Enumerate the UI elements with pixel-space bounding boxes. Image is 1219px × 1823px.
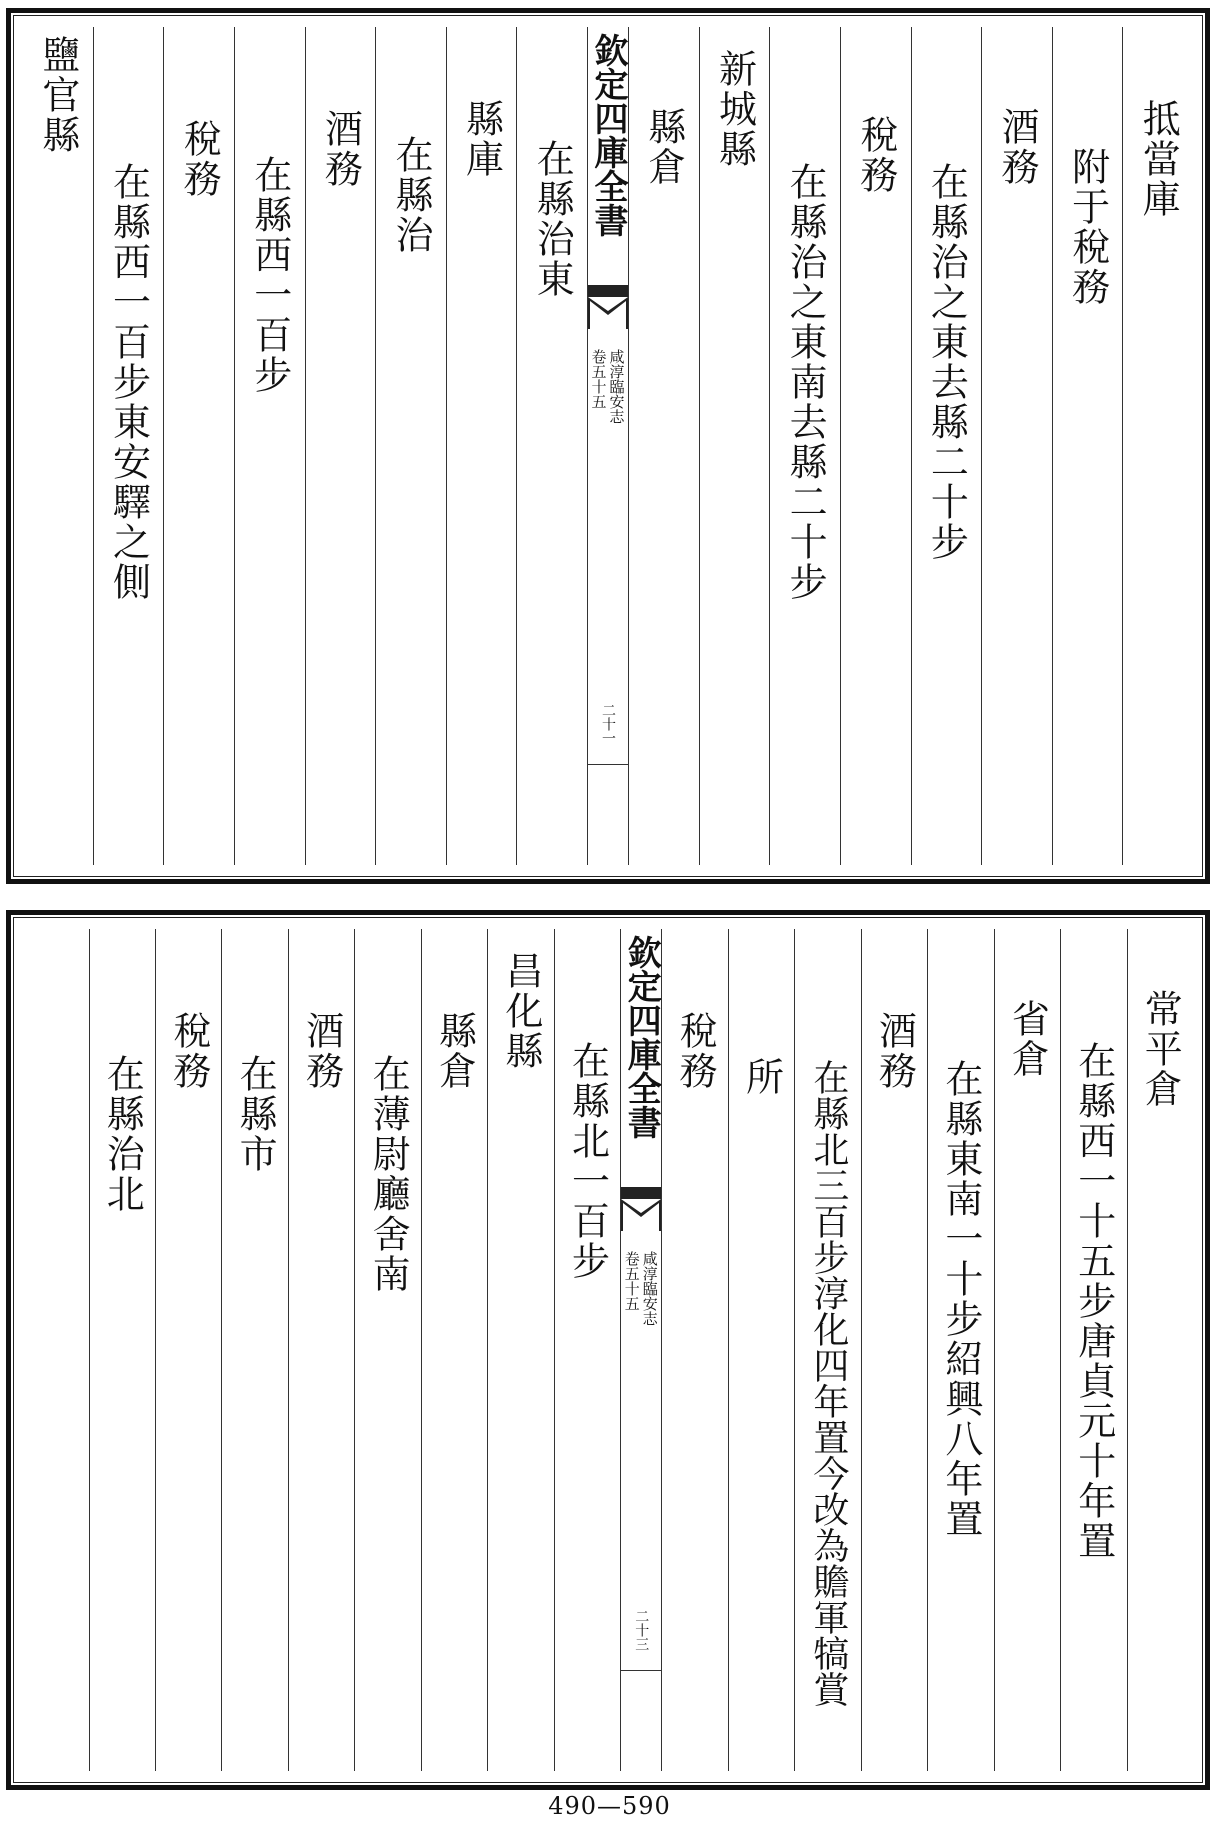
- text-column: [421, 929, 487, 1771]
- text-column: [446, 27, 517, 865]
- column-text: 常平倉: [1138, 989, 1183, 1109]
- page-number: 二十一: [600, 703, 616, 745]
- text-column: [234, 27, 305, 865]
- center-band: [587, 27, 628, 865]
- series-title: 欽定四庫全書: [588, 33, 628, 237]
- column-text: 酒務: [994, 107, 1039, 187]
- column-text: 稅務: [672, 1011, 717, 1091]
- text-column: [375, 27, 446, 865]
- page-number: 二十三: [633, 1609, 650, 1651]
- fish-tail-ornament: [621, 1187, 661, 1231]
- page-top: [6, 8, 1210, 884]
- text-column: [1122, 27, 1193, 865]
- text-column: [728, 929, 794, 1771]
- text-column: [794, 929, 860, 1771]
- column-text: 昌化縣: [499, 951, 544, 1071]
- text-column: [927, 929, 993, 1771]
- text-column: [628, 27, 699, 865]
- text-column: [861, 929, 927, 1771]
- column-text: 附于稅務: [1065, 147, 1110, 307]
- column-text: 鹽官縣: [35, 35, 80, 155]
- text-column: [661, 929, 727, 1771]
- text-column: [1127, 929, 1193, 1771]
- column-text: 所: [739, 1057, 784, 1097]
- text-column: [23, 929, 88, 1771]
- text-column: [994, 929, 1060, 1771]
- page-bottom: [6, 910, 1210, 1790]
- text-column: [699, 27, 770, 865]
- bottom-columns: [23, 929, 1193, 1771]
- top-columns: [23, 27, 1193, 865]
- band-rule: [621, 1670, 661, 1671]
- column-text: 省倉: [1005, 999, 1050, 1079]
- text-column: [354, 929, 420, 1771]
- column-text: 抵當庫: [1136, 99, 1181, 219]
- column-text: 在縣西一百步東安驛之側: [106, 162, 151, 602]
- text-column: [554, 929, 620, 1771]
- series-title: 欽定四庫全書: [621, 935, 662, 1139]
- column-text: 在縣治東: [530, 139, 575, 299]
- book-title: 咸淳臨安志: [640, 1251, 659, 1326]
- column-text: 在縣治之東去縣二十步: [924, 162, 969, 562]
- column-text: 酒務: [872, 1011, 917, 1091]
- column-text: 在縣西一百步: [247, 155, 292, 395]
- text-column: [288, 929, 354, 1771]
- band-rule: [588, 764, 628, 765]
- column-text: 在縣治之東南去縣二十步: [783, 162, 828, 602]
- center-band: [620, 929, 661, 1771]
- column-text: 酒務: [299, 1011, 344, 1091]
- column-text: 在縣治北: [100, 1054, 145, 1214]
- text-column: [89, 929, 155, 1771]
- fish-tail-ornament: [588, 285, 628, 329]
- column-text: 縣庫: [459, 99, 504, 179]
- column-text: 在縣北一百步: [565, 1041, 610, 1281]
- column-text: 稅務: [166, 1011, 211, 1091]
- column-text: 在縣西一十五步唐貞元十年置: [1071, 1041, 1116, 1561]
- text-column: [221, 929, 287, 1771]
- column-text: 在縣北三百步淳化四年置今改為贍軍犒賞: [807, 1059, 849, 1707]
- column-text: 縣倉: [432, 1011, 477, 1091]
- text-column: [1060, 929, 1126, 1771]
- column-text: 稅務: [177, 119, 222, 199]
- text-column: [305, 27, 376, 865]
- column-text: 在縣治: [388, 135, 433, 255]
- text-column: [1052, 27, 1123, 865]
- text-column: [516, 27, 587, 865]
- volume-label: 卷五十五: [589, 349, 608, 409]
- column-text: 在薄尉廳舍南: [366, 1054, 411, 1294]
- column-text: 新城縣: [712, 49, 757, 169]
- text-column: [93, 27, 164, 865]
- column-text: 在縣市: [233, 1054, 278, 1174]
- text-column: [840, 27, 911, 865]
- column-text: 稅務: [853, 115, 898, 195]
- text-column: [163, 27, 234, 865]
- text-column: [487, 929, 553, 1771]
- text-column: [981, 27, 1052, 865]
- book-title: 咸淳臨安志: [607, 349, 626, 424]
- text-column: [769, 27, 840, 865]
- text-column: [911, 27, 982, 865]
- column-text: 在縣東南一十步紹興八年置: [938, 1059, 983, 1539]
- text-column: [23, 27, 93, 865]
- text-column: [155, 929, 221, 1771]
- footer-page-id: 490—590: [548, 1792, 671, 1820]
- column-text: 縣倉: [641, 107, 686, 187]
- column-text: 酒務: [318, 109, 363, 189]
- volume-label: 卷五十五: [622, 1251, 641, 1311]
